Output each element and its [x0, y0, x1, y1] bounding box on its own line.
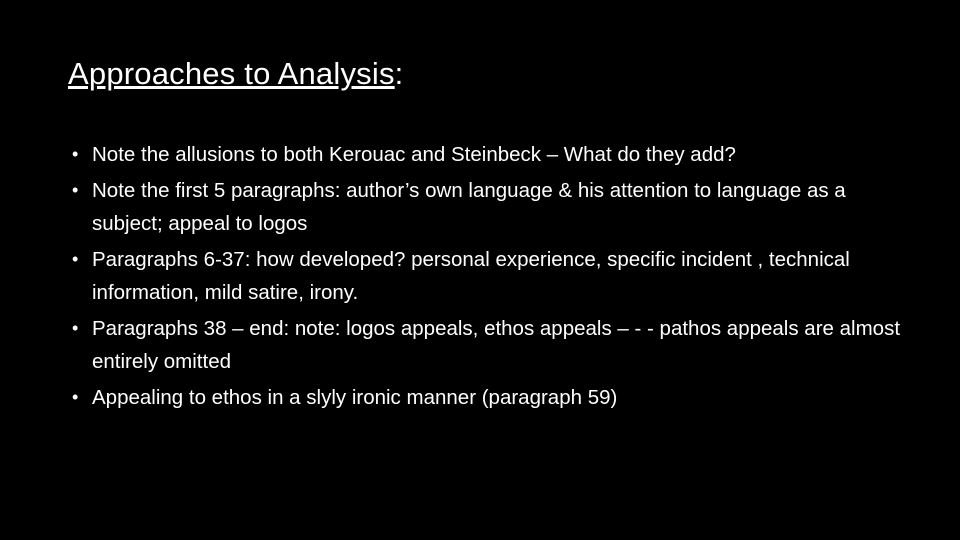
list-item	[58, 243, 910, 310]
bullet-text: Paragraphs 6-37: how developed? personal experience, specific incident , technical information, mild satire, irony.	[92, 247, 850, 304]
bullet-marker: •	[72, 144, 79, 164]
bullet-text: Appealing to ethos in a slyly ironic manner (paragraph 59)	[92, 385, 618, 409]
bullet-marker: •	[72, 317, 79, 338]
bullet-marker: •	[72, 248, 79, 269]
bullet-marker: •	[72, 386, 79, 407]
bullet-text: Paragraphs 38 – end: note: logos appeals, ethos appeals – - - pathos appeals are almost entirely omitted	[92, 316, 901, 373]
bullet-text: Note the allusions to both Kerouac and Steinbeck – What do they add?	[92, 143, 736, 166]
page-title-main: Approaches to Analysis	[68, 56, 395, 91]
list-item	[58, 381, 910, 415]
bullet-text: Note the first 5 paragraphs: author’s own language & his attention to language as a subject; appeal to logos	[92, 178, 846, 235]
page-title-suffix: :	[394, 56, 404, 91]
bullet-list	[58, 138, 910, 416]
list-item	[58, 312, 910, 379]
list-item	[58, 138, 910, 172]
page-title	[68, 56, 403, 92]
list-item	[58, 174, 910, 241]
bullet-marker: •	[72, 179, 79, 200]
